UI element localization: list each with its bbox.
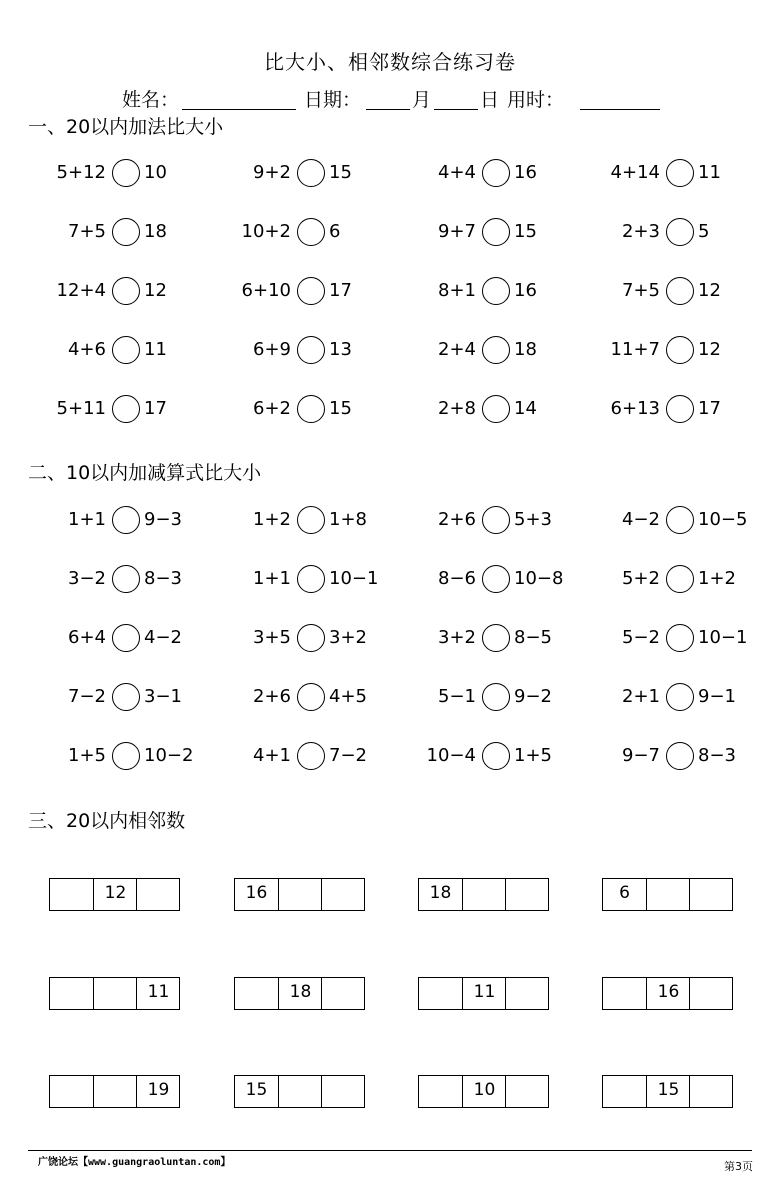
answer-circle[interactable] bbox=[297, 218, 325, 246]
number-cell: 18 bbox=[429, 883, 452, 903]
footer-site-url[interactable]: 【www.guangraoluntan.com】 bbox=[78, 1157, 231, 1168]
number-cell: 19 bbox=[136, 1076, 180, 1107]
neighbor-number-boxes bbox=[602, 1075, 733, 1108]
left-expression: 2+6 bbox=[438, 509, 476, 530]
right-expression: 11 bbox=[144, 339, 167, 360]
number-cell: 12 bbox=[93, 879, 137, 910]
number-cell: 11 bbox=[462, 978, 506, 1009]
number-cell[interactable] bbox=[93, 978, 137, 1009]
number-cell[interactable] bbox=[505, 879, 549, 910]
left-expression: 3+2 bbox=[438, 627, 476, 648]
number-cell[interactable] bbox=[689, 1076, 733, 1107]
neighbor-number-boxes bbox=[418, 1075, 549, 1108]
right-expression: 10−5 bbox=[698, 509, 748, 530]
answer-circle[interactable] bbox=[297, 395, 325, 423]
right-expression: 10−2 bbox=[144, 745, 194, 766]
left-expression: 1+2 bbox=[253, 509, 291, 530]
neighbor-number-boxes bbox=[49, 1075, 180, 1108]
left-expression: 6+13 bbox=[610, 398, 660, 419]
answer-circle[interactable] bbox=[666, 218, 694, 246]
expression-compare-problem bbox=[576, 623, 780, 653]
number-cell[interactable] bbox=[419, 1076, 462, 1107]
left-expression: 4+6 bbox=[68, 339, 106, 360]
day-blank[interactable] bbox=[434, 109, 478, 110]
answer-circle[interactable] bbox=[297, 336, 325, 364]
number-cell[interactable] bbox=[136, 879, 180, 910]
number-cell: 18 bbox=[278, 978, 322, 1009]
page-number: 第3页 bbox=[724, 1160, 753, 1173]
right-expression: 12 bbox=[698, 339, 721, 360]
left-expression: 2+3 bbox=[622, 221, 660, 242]
number-cell[interactable] bbox=[321, 978, 365, 1009]
right-expression: 3+2 bbox=[329, 627, 367, 648]
right-expression: 17 bbox=[144, 398, 167, 419]
date-label: 日期： bbox=[304, 89, 362, 111]
right-expression: 13 bbox=[329, 339, 352, 360]
number-cell[interactable] bbox=[505, 1076, 549, 1107]
left-expression: 5+12 bbox=[56, 162, 106, 183]
section1-title: 一、20以内加法比大小 bbox=[28, 116, 224, 138]
number-cell[interactable] bbox=[93, 1076, 137, 1107]
left-expression: 4+4 bbox=[438, 162, 476, 183]
right-expression: 6 bbox=[329, 221, 341, 242]
neighbor-number-boxes bbox=[234, 977, 365, 1010]
answer-circle[interactable] bbox=[666, 336, 694, 364]
neighbor-number-boxes bbox=[49, 977, 180, 1010]
answer-circle[interactable] bbox=[297, 683, 325, 711]
number-cell[interactable] bbox=[462, 879, 506, 910]
number-cell[interactable] bbox=[321, 879, 365, 910]
left-expression: 10+2 bbox=[241, 221, 291, 242]
right-expression: 15 bbox=[514, 221, 537, 242]
answer-circle[interactable] bbox=[666, 624, 694, 652]
right-expression: 15 bbox=[329, 162, 352, 183]
section3-title: 三、20以内相邻数 bbox=[28, 810, 186, 832]
answer-circle[interactable] bbox=[297, 277, 325, 305]
left-expression: 5+11 bbox=[56, 398, 106, 419]
answer-circle[interactable] bbox=[482, 683, 510, 711]
left-expression: 4−2 bbox=[622, 509, 660, 530]
answer-circle[interactable] bbox=[482, 218, 510, 246]
number-cell[interactable] bbox=[50, 1076, 93, 1107]
right-expression: 14 bbox=[514, 398, 537, 419]
addition-compare-problem bbox=[576, 335, 780, 365]
right-expression: 10 bbox=[144, 162, 167, 183]
left-expression: 2+6 bbox=[253, 686, 291, 707]
number-cell: 15 bbox=[245, 1080, 268, 1100]
left-expression: 6+4 bbox=[68, 627, 106, 648]
right-expression: 9−1 bbox=[698, 686, 736, 707]
number-cell: 6 bbox=[619, 883, 630, 903]
left-expression: 10−4 bbox=[426, 745, 476, 766]
right-expression: 10−1 bbox=[698, 627, 748, 648]
answer-circle[interactable] bbox=[666, 159, 694, 187]
footer-divider bbox=[28, 1150, 752, 1151]
number-cell[interactable] bbox=[321, 1076, 365, 1107]
month-label: 月 bbox=[412, 89, 432, 111]
answer-circle[interactable] bbox=[112, 565, 140, 593]
right-expression: 12 bbox=[698, 280, 721, 301]
section2-title: 二、10以内加减算式比大小 bbox=[28, 462, 262, 484]
number-cell[interactable] bbox=[235, 978, 278, 1009]
left-expression: 7−2 bbox=[68, 686, 106, 707]
right-expression: 1+5 bbox=[514, 745, 552, 766]
addition-compare-problem bbox=[576, 217, 780, 247]
footer-site bbox=[38, 1156, 230, 1170]
expression-compare-problem bbox=[576, 564, 780, 594]
right-expression: 16 bbox=[514, 280, 537, 301]
right-expression: 8−3 bbox=[144, 568, 182, 589]
right-expression: 15 bbox=[329, 398, 352, 419]
left-expression: 5−2 bbox=[622, 627, 660, 648]
left-expression: 9+2 bbox=[253, 162, 291, 183]
answer-circle[interactable] bbox=[482, 742, 510, 770]
answer-circle[interactable] bbox=[112, 336, 140, 364]
left-expression: 1+1 bbox=[253, 568, 291, 589]
right-expression: 9−3 bbox=[144, 509, 182, 530]
left-expression: 9+7 bbox=[438, 221, 476, 242]
number-cell[interactable] bbox=[603, 978, 646, 1009]
answer-circle[interactable] bbox=[112, 277, 140, 305]
answer-circle[interactable] bbox=[482, 277, 510, 305]
answer-circle[interactable] bbox=[297, 565, 325, 593]
answer-circle[interactable] bbox=[666, 395, 694, 423]
answer-circle[interactable] bbox=[482, 506, 510, 534]
right-expression: 17 bbox=[698, 398, 721, 419]
neighbor-number-boxes bbox=[234, 1075, 365, 1108]
answer-circle[interactable] bbox=[666, 506, 694, 534]
left-expression: 1+1 bbox=[68, 509, 106, 530]
right-expression: 5 bbox=[698, 221, 710, 242]
left-expression: 6+2 bbox=[253, 398, 291, 419]
expression-compare-problem bbox=[576, 505, 780, 535]
day-label: 日 bbox=[480, 89, 500, 111]
right-expression: 1+8 bbox=[329, 509, 367, 530]
footer-site-name: 广饶论坛 bbox=[38, 1157, 78, 1168]
answer-circle[interactable] bbox=[112, 624, 140, 652]
number-cell[interactable] bbox=[50, 879, 93, 910]
month-blank[interactable] bbox=[366, 109, 410, 110]
neighbor-number-boxes bbox=[418, 977, 549, 1010]
left-expression: 4+14 bbox=[610, 162, 660, 183]
addition-compare-problem bbox=[576, 394, 780, 424]
number-cell: 15 bbox=[646, 1076, 690, 1107]
right-expression: 11 bbox=[698, 162, 721, 183]
answer-circle[interactable] bbox=[112, 506, 140, 534]
expression-compare-problem bbox=[576, 682, 780, 712]
left-expression: 2+4 bbox=[438, 339, 476, 360]
number-cell[interactable] bbox=[689, 978, 733, 1009]
time-blank[interactable] bbox=[580, 109, 660, 110]
right-expression: 5+3 bbox=[514, 509, 552, 530]
addition-compare-problem bbox=[576, 158, 780, 188]
number-cell[interactable] bbox=[278, 879, 322, 910]
answer-circle[interactable] bbox=[297, 742, 325, 770]
number-cell[interactable] bbox=[603, 1076, 646, 1107]
left-expression: 4+1 bbox=[253, 745, 291, 766]
answer-circle[interactable] bbox=[297, 159, 325, 187]
left-expression: 5−1 bbox=[438, 686, 476, 707]
number-cell: 11 bbox=[136, 978, 180, 1009]
left-expression: 3−2 bbox=[68, 568, 106, 589]
number-cell: 16 bbox=[646, 978, 690, 1009]
answer-circle[interactable] bbox=[482, 336, 510, 364]
name-blank[interactable] bbox=[182, 109, 296, 110]
right-expression: 9−2 bbox=[514, 686, 552, 707]
number-cell[interactable] bbox=[419, 978, 462, 1009]
right-expression: 8−3 bbox=[698, 745, 736, 766]
left-expression: 9−7 bbox=[622, 745, 660, 766]
right-expression: 3−1 bbox=[144, 686, 182, 707]
answer-circle[interactable] bbox=[297, 624, 325, 652]
answer-circle[interactable] bbox=[666, 565, 694, 593]
left-expression: 6+10 bbox=[241, 280, 291, 301]
left-expression: 2+8 bbox=[438, 398, 476, 419]
right-expression: 8−5 bbox=[514, 627, 552, 648]
student-info-row bbox=[0, 86, 780, 114]
number-cell[interactable] bbox=[505, 978, 549, 1009]
neighbor-number-boxes bbox=[49, 878, 180, 911]
left-expression: 7+5 bbox=[68, 221, 106, 242]
answer-circle[interactable] bbox=[112, 683, 140, 711]
left-expression: 1+5 bbox=[68, 745, 106, 766]
answer-circle[interactable] bbox=[482, 565, 510, 593]
expression-compare-problem bbox=[576, 741, 780, 771]
left-expression: 8−6 bbox=[438, 568, 476, 589]
time-label: 用时： bbox=[507, 89, 565, 111]
page-title: 比大小、相邻数综合练习卷 bbox=[264, 50, 516, 74]
answer-circle[interactable] bbox=[666, 277, 694, 305]
right-expression: 12 bbox=[144, 280, 167, 301]
number-cell: 10 bbox=[462, 1076, 506, 1107]
neighbor-number-boxes bbox=[418, 878, 549, 911]
right-expression: 1+2 bbox=[698, 568, 736, 589]
right-expression: 18 bbox=[514, 339, 537, 360]
right-expression: 18 bbox=[144, 221, 167, 242]
answer-circle[interactable] bbox=[666, 683, 694, 711]
left-expression: 3+5 bbox=[253, 627, 291, 648]
number-cell[interactable] bbox=[689, 879, 733, 910]
right-expression: 16 bbox=[514, 162, 537, 183]
answer-circle[interactable] bbox=[112, 159, 140, 187]
left-expression: 5+2 bbox=[622, 568, 660, 589]
answer-circle[interactable] bbox=[666, 742, 694, 770]
neighbor-number-boxes bbox=[602, 878, 733, 911]
answer-circle[interactable] bbox=[482, 395, 510, 423]
neighbor-number-boxes bbox=[602, 977, 733, 1010]
neighbor-number-boxes bbox=[234, 878, 365, 911]
answer-circle[interactable] bbox=[112, 742, 140, 770]
answer-circle[interactable] bbox=[112, 395, 140, 423]
number-cell[interactable] bbox=[278, 1076, 322, 1107]
left-expression: 8+1 bbox=[438, 280, 476, 301]
right-expression: 17 bbox=[329, 280, 352, 301]
right-expression: 4−2 bbox=[144, 627, 182, 648]
number-cell: 16 bbox=[245, 883, 268, 903]
left-expression: 2+1 bbox=[622, 686, 660, 707]
answer-circle[interactable] bbox=[112, 218, 140, 246]
right-expression: 10−1 bbox=[329, 568, 379, 589]
answer-circle[interactable] bbox=[482, 159, 510, 187]
left-expression: 11+7 bbox=[610, 339, 660, 360]
left-expression: 7+5 bbox=[622, 280, 660, 301]
name-label: 姓名： bbox=[122, 89, 180, 111]
left-expression: 6+9 bbox=[253, 339, 291, 360]
addition-compare-problem bbox=[576, 276, 780, 306]
right-expression: 4+5 bbox=[329, 686, 367, 707]
right-expression: 10−8 bbox=[514, 568, 564, 589]
right-expression: 7−2 bbox=[329, 745, 367, 766]
answer-circle[interactable] bbox=[297, 506, 325, 534]
number-cell[interactable] bbox=[646, 879, 690, 910]
answer-circle[interactable] bbox=[482, 624, 510, 652]
left-expression: 12+4 bbox=[56, 280, 106, 301]
number-cell[interactable] bbox=[50, 978, 93, 1009]
